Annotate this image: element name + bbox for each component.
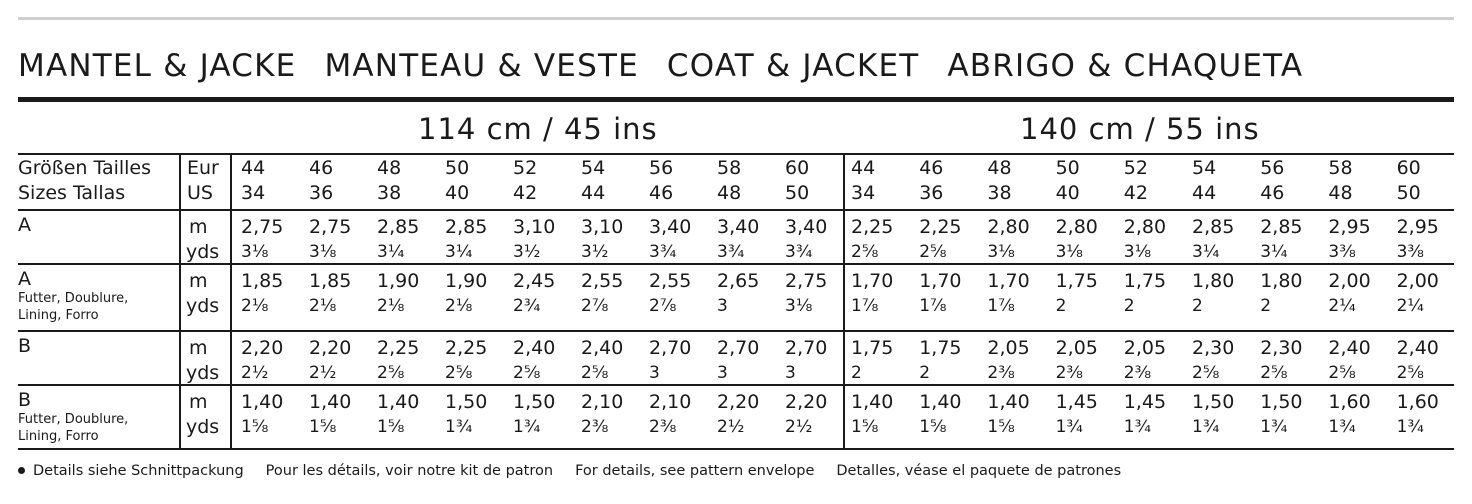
table-rule xyxy=(18,448,1454,450)
table-rule xyxy=(18,153,1454,155)
unit-yds: yds xyxy=(186,241,220,263)
row-sublabel: Futter, Doublure, xyxy=(18,291,129,306)
value-m: 2,95 xyxy=(1328,216,1371,238)
value-yds: 2 xyxy=(851,363,862,383)
size-us: 42 xyxy=(513,182,538,204)
value-m: 1,75 xyxy=(851,337,894,359)
column-rule xyxy=(179,153,181,449)
top-rule xyxy=(18,17,1454,20)
unit-m: m xyxy=(189,270,208,292)
value-m: 1,75 xyxy=(919,337,962,359)
value-yds: 1¾ xyxy=(1396,417,1424,437)
size-us: 38 xyxy=(987,182,1012,204)
value-m: 1,60 xyxy=(1328,391,1371,413)
row-sublabel: Futter, Doublure, xyxy=(18,412,129,427)
value-yds: 2⅛ xyxy=(377,296,405,316)
value-m: 1,50 xyxy=(1192,391,1235,413)
value-yds: 1⅝ xyxy=(919,417,947,437)
value-m: 2,20 xyxy=(309,337,352,359)
value-yds: 2⅝ xyxy=(1328,363,1356,383)
value-m: 1,75 xyxy=(1123,270,1167,292)
value-m: 2,40 xyxy=(581,337,624,359)
unit-m: m xyxy=(189,337,208,359)
value-m: 2,70 xyxy=(785,337,828,359)
row-sublabel: Lining, Forro xyxy=(18,308,99,323)
value-m: 2,85 xyxy=(377,216,420,238)
size-eur: 50 xyxy=(1055,157,1080,179)
unit-yds: yds xyxy=(186,295,220,317)
value-m: 1,40 xyxy=(851,391,894,413)
row-sublabel: Lining, Forro xyxy=(18,429,99,444)
size-us: 44 xyxy=(1192,182,1217,204)
value-m: 2,20 xyxy=(717,391,760,413)
value-m: 2,70 xyxy=(717,337,760,359)
value-yds: 2 xyxy=(1055,296,1067,316)
value-m: 2,85 xyxy=(1260,216,1303,238)
size-us: 38 xyxy=(377,182,402,204)
value-yds: 2⅜ xyxy=(1055,363,1083,383)
value-yds: 2⅝ xyxy=(851,242,879,262)
value-yds: 2⅝ xyxy=(1396,363,1424,383)
value-m: 2,85 xyxy=(1192,216,1235,238)
value-yds: 2⅝ xyxy=(445,363,473,383)
value-yds: 1¾ xyxy=(1260,417,1288,437)
size-eur: 46 xyxy=(919,157,944,179)
value-yds: 2⅜ xyxy=(987,363,1015,383)
value-m: 3,40 xyxy=(785,216,828,238)
value-m: 2,00 xyxy=(1328,270,1371,292)
value-m: 2,25 xyxy=(445,337,488,359)
width-header-114: 114 cm / 45 ins xyxy=(418,112,658,146)
value-yds: 3¼ xyxy=(1260,242,1288,262)
value-m: 2,00 xyxy=(1396,270,1439,292)
size-us: 50 xyxy=(1396,182,1421,204)
footer-note xyxy=(18,463,1143,479)
value-yds: 1⅝ xyxy=(241,417,269,437)
value-yds: 2⅜ xyxy=(581,417,609,437)
value-yds: 1¾ xyxy=(513,417,541,437)
value-m: 2,65 xyxy=(717,270,760,292)
table-rule xyxy=(18,384,1454,386)
value-m: 1,50 xyxy=(513,391,556,413)
title-de: MANTEL & JACKE xyxy=(18,48,297,84)
size-us: 42 xyxy=(1123,182,1148,204)
value-m: 2,45 xyxy=(513,270,556,292)
value-m: 2,85 xyxy=(445,216,488,238)
value-m: 1,40 xyxy=(241,391,284,413)
value-yds: 2⅛ xyxy=(445,296,473,316)
value-m: 2,10 xyxy=(649,391,692,413)
size-us: 34 xyxy=(241,182,266,204)
value-m: 1,45 xyxy=(1055,391,1098,413)
value-m: 1,50 xyxy=(1260,391,1303,413)
width-header-140: 140 cm / 55 ins xyxy=(1020,112,1260,146)
size-us: 40 xyxy=(1055,182,1080,204)
value-yds: 3⅛ xyxy=(309,242,337,262)
value-yds: 2 xyxy=(1260,296,1272,316)
value-yds: 3 xyxy=(649,363,660,383)
size-us: 46 xyxy=(1260,182,1285,204)
size-eur: 56 xyxy=(1260,157,1285,179)
value-yds: 3¾ xyxy=(649,242,677,262)
value-yds: 3⅛ xyxy=(987,242,1015,262)
size-eur: 56 xyxy=(649,157,674,179)
value-yds: 1⅝ xyxy=(309,417,337,437)
column-rule xyxy=(230,153,232,449)
value-m: 2,70 xyxy=(649,337,692,359)
value-m: 2,05 xyxy=(1055,337,1098,359)
value-yds: 3½ xyxy=(513,242,541,262)
size-us: 48 xyxy=(717,182,742,204)
size-eur: 44 xyxy=(241,157,266,179)
value-m: 2,80 xyxy=(1055,216,1098,238)
value-m: 1,90 xyxy=(377,270,420,292)
value-m: 1,80 xyxy=(1192,270,1235,292)
value-m: 3,40 xyxy=(649,216,692,238)
value-m: 1,75 xyxy=(1055,270,1098,292)
value-m: 2,25 xyxy=(919,216,962,238)
size-eur: 52 xyxy=(1123,157,1148,179)
size-eur: 58 xyxy=(1328,157,1353,179)
value-yds: 3⅛ xyxy=(1123,242,1152,262)
value-yds: 2½ xyxy=(309,363,337,383)
size-label-1: Größen Tailles xyxy=(18,157,152,179)
value-yds: 2½ xyxy=(241,363,269,383)
value-m: 1,60 xyxy=(1396,391,1439,413)
value-m: 2,25 xyxy=(377,337,420,359)
size-eur: 48 xyxy=(377,157,402,179)
size-us: 50 xyxy=(785,182,810,204)
unit-yds: yds xyxy=(186,362,220,384)
value-m: 2,40 xyxy=(1328,337,1371,359)
size-eur: 54 xyxy=(1192,157,1217,179)
size-eur: 44 xyxy=(851,157,876,179)
size-eur: 46 xyxy=(309,157,334,179)
size-us: 44 xyxy=(581,182,606,204)
value-yds: 2 xyxy=(919,363,931,383)
value-m: 1,40 xyxy=(987,391,1030,413)
value-yds: 2 xyxy=(1123,296,1135,316)
title-es: ABRIGO & CHAQUETA xyxy=(947,48,1304,84)
value-yds: 2¼ xyxy=(1396,296,1424,316)
footer-es: Detalles, véase el paquete de patrones xyxy=(836,463,1122,479)
value-yds: 3½ xyxy=(581,242,609,262)
value-yds: 3¼ xyxy=(377,242,405,262)
value-m: 2,10 xyxy=(581,391,624,413)
value-m: 2,40 xyxy=(1396,337,1439,359)
footer-en: For details, see pattern envelope xyxy=(575,463,815,479)
value-yds: 2 xyxy=(1192,296,1203,316)
size-unit-us: US xyxy=(187,182,213,204)
size-eur: 60 xyxy=(1396,157,1421,179)
value-m: 2,30 xyxy=(1192,337,1235,359)
value-m: 1,40 xyxy=(377,391,420,413)
bullet-icon xyxy=(18,467,25,474)
row-label: A xyxy=(18,268,31,290)
value-yds: 3⅛ xyxy=(1055,242,1083,262)
value-m: 2,20 xyxy=(785,391,828,413)
size-unit-eur: Eur xyxy=(187,157,219,179)
value-m: 2,55 xyxy=(581,270,624,292)
value-m: 1,50 xyxy=(445,391,488,413)
value-yds: 2½ xyxy=(717,417,745,437)
size-eur: 58 xyxy=(717,157,742,179)
value-yds: 3⅛ xyxy=(241,242,269,262)
value-yds: 1¾ xyxy=(1123,417,1152,437)
value-m: 2,30 xyxy=(1260,337,1303,359)
size-eur: 52 xyxy=(513,157,538,179)
value-m: 1,85 xyxy=(309,270,352,292)
value-yds: 1⅞ xyxy=(919,296,947,316)
value-m: 1,90 xyxy=(445,270,488,292)
size-us: 36 xyxy=(309,182,334,204)
size-eur: 48 xyxy=(987,157,1012,179)
row-label: B xyxy=(18,389,32,411)
value-m: 1,85 xyxy=(241,270,284,292)
value-yds: 2⅝ xyxy=(919,242,947,262)
page-title xyxy=(18,48,1331,84)
value-yds: 2⅞ xyxy=(649,296,677,316)
value-yds: 3⅜ xyxy=(1328,242,1356,262)
value-yds: 2¼ xyxy=(1328,296,1356,316)
value-yds: 1¾ xyxy=(445,417,473,437)
table-rule xyxy=(18,263,1454,265)
value-m: 3,10 xyxy=(513,216,556,238)
value-yds: 3⅛ xyxy=(785,296,813,316)
value-m: 1,70 xyxy=(919,270,962,292)
size-eur: 60 xyxy=(785,157,810,179)
table-rule xyxy=(18,330,1454,332)
value-yds: 2⅛ xyxy=(309,296,337,316)
value-yds: 1⅝ xyxy=(987,417,1015,437)
value-yds: 1⅞ xyxy=(987,296,1015,316)
value-m: 2,20 xyxy=(241,337,284,359)
unit-m: m xyxy=(189,391,208,413)
unit-yds: yds xyxy=(186,416,220,438)
value-m: 1,70 xyxy=(987,270,1030,292)
row-label: B xyxy=(18,335,32,357)
value-m: 3,10 xyxy=(581,216,624,238)
value-m: 1,40 xyxy=(309,391,352,413)
value-yds: 3¾ xyxy=(785,242,813,262)
value-yds: 2⅝ xyxy=(1192,363,1220,383)
value-yds: 3 xyxy=(717,363,728,383)
value-m: 2,80 xyxy=(987,216,1030,238)
size-us: 40 xyxy=(445,182,470,204)
value-yds: 2⅝ xyxy=(1260,363,1288,383)
value-yds: 2¾ xyxy=(513,296,541,316)
value-m: 2,05 xyxy=(987,337,1030,359)
value-yds: 2⅝ xyxy=(513,363,541,383)
column-rule xyxy=(843,153,845,449)
value-yds: 1⅝ xyxy=(851,417,879,437)
value-yds: 2⅞ xyxy=(581,296,609,316)
value-yds: 3 xyxy=(717,296,728,316)
value-m: 2,75 xyxy=(785,270,828,292)
size-us: 48 xyxy=(1328,182,1353,204)
value-m: 1,45 xyxy=(1123,391,1167,413)
value-yds: 3⅜ xyxy=(1396,242,1424,262)
value-yds: 2⅜ xyxy=(649,417,677,437)
size-us: 46 xyxy=(649,182,674,204)
value-yds: 2½ xyxy=(785,417,813,437)
value-m: 1,40 xyxy=(919,391,962,413)
value-m: 1,70 xyxy=(851,270,894,292)
value-yds: 2⅜ xyxy=(1123,363,1152,383)
size-eur: 54 xyxy=(581,157,606,179)
value-yds: 2⅛ xyxy=(241,296,269,316)
size-label-2: Sizes Tallas xyxy=(18,182,126,204)
title-fr: MANTEAU & VESTE xyxy=(324,48,639,84)
value-m: 2,55 xyxy=(649,270,692,292)
unit-m: m xyxy=(189,216,208,238)
value-yds: 3 xyxy=(785,363,796,383)
value-m: 2,05 xyxy=(1123,337,1167,359)
value-yds: 1⅝ xyxy=(377,417,405,437)
size-eur: 50 xyxy=(445,157,470,179)
footer-de: Details siehe Schnittpackung xyxy=(33,463,244,479)
value-m: 2,40 xyxy=(513,337,556,359)
value-yds: 3¼ xyxy=(1192,242,1220,262)
size-us: 36 xyxy=(919,182,944,204)
value-yds: 3¼ xyxy=(445,242,473,262)
value-m: 3,40 xyxy=(717,216,760,238)
value-m: 2,95 xyxy=(1396,216,1439,238)
title-rule xyxy=(18,97,1454,102)
row-label: A xyxy=(18,214,31,236)
value-m: 2,80 xyxy=(1123,216,1167,238)
footer-fr: Pour les détails, voir notre kit de patron xyxy=(265,463,554,479)
value-m: 2,25 xyxy=(851,216,894,238)
size-us: 34 xyxy=(851,182,876,204)
value-yds: 3¾ xyxy=(717,242,745,262)
value-m: 2,75 xyxy=(241,216,284,238)
value-yds: 1¾ xyxy=(1328,417,1356,437)
table-rule xyxy=(18,209,1454,211)
value-yds: 2⅝ xyxy=(581,363,609,383)
value-yds: 1⅞ xyxy=(851,296,879,316)
value-yds: 1¾ xyxy=(1055,417,1083,437)
value-yds: 1¾ xyxy=(1192,417,1220,437)
value-yds: 2⅝ xyxy=(377,363,405,383)
value-m: 2,75 xyxy=(309,216,352,238)
value-m: 1,80 xyxy=(1260,270,1303,292)
title-en: COAT & JACKET xyxy=(666,48,920,84)
